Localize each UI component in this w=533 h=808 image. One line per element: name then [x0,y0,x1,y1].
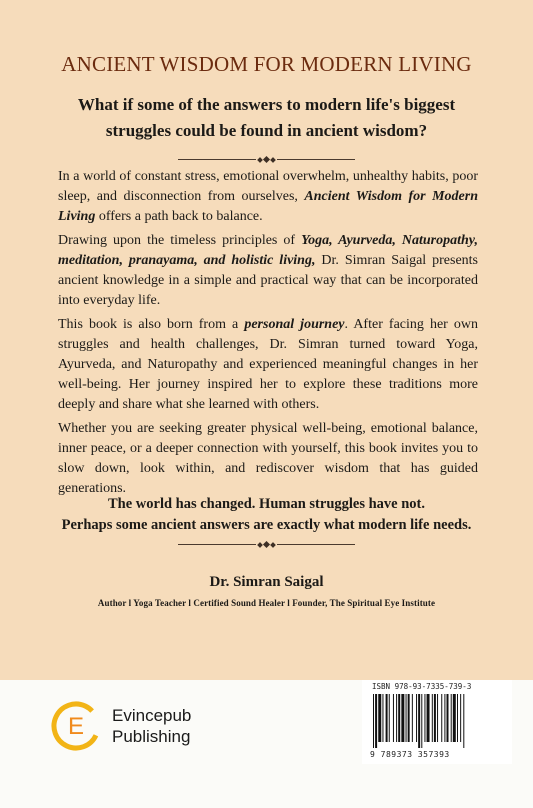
author-roles: Author l Yoga Teacher l Certified Sound Healer l Founder, The Spiritual Eye Institute [97,598,436,608]
publisher-name [112,705,191,747]
ornament-divider-bottom [178,540,355,550]
blurb-body [58,167,478,503]
closing-line-1: The world has changed. Human struggles have not. [107,496,426,512]
closing-line-2: Perhaps some ancient answers are exactly what modern life needs. [61,517,472,533]
isbn-label: ISBN 978-93-7335-739-3 [372,682,472,691]
paragraph-4: Whether you are seeking greater physical well-being, emotional balance, inner peace, or a deeper connection with yourself, this book invites you to slow down, look within, and rediscover wisdom that has guided generations. [58,421,478,496]
author-name: Dr. Simran Saigal [209,574,324,590]
diamond-ornament-icon [256,540,277,550]
cover-title: ANCIENT WISDOM FOR MODERN LIVING [61,52,472,76]
closing-statement [40,494,493,536]
publisher-e-logo-icon [50,700,102,752]
publisher-line-2: Publishing [112,727,191,746]
diamond-ornament-icon [256,155,277,165]
ornament-divider-top [178,155,355,165]
paragraph-3: This book is also born from a personal journey. After facing her own struggles and health challenges, Dr. Simran turned toward Yoga, Ayurveda, and Naturopathy and experienced meaningful changes in her well-being. Her journey inspired her to explore these traditions more deeply and share what she learned with others. [58,317,479,412]
logo-letter: E [67,713,85,740]
publisher-footer [0,680,533,808]
paragraph-1: In a world of constant stress, emotional overwhelm, unhealthy habits, poor sleep, and disconnection from ourselves, Ancient Wisdom for Modern Living offers a path back to balance. [58,169,479,224]
barcode-bars-icon [372,694,502,748]
tagline-question: What if some of the answers to modern life's biggest struggles could be found in ancient wisdom? [77,95,456,140]
publisher-line-1: Evincepub [112,706,192,725]
barcode-digits: 9 789373 357393 [370,750,450,759]
paragraph-2: Drawing upon the timeless principles of Yoga, Ayurveda, Naturopathy, meditation, pranayama, and holistic living, Dr. Simran Saigal presents ancient knowledge in a simple and practical way that can be incorporated into everyday life. [58,233,478,308]
